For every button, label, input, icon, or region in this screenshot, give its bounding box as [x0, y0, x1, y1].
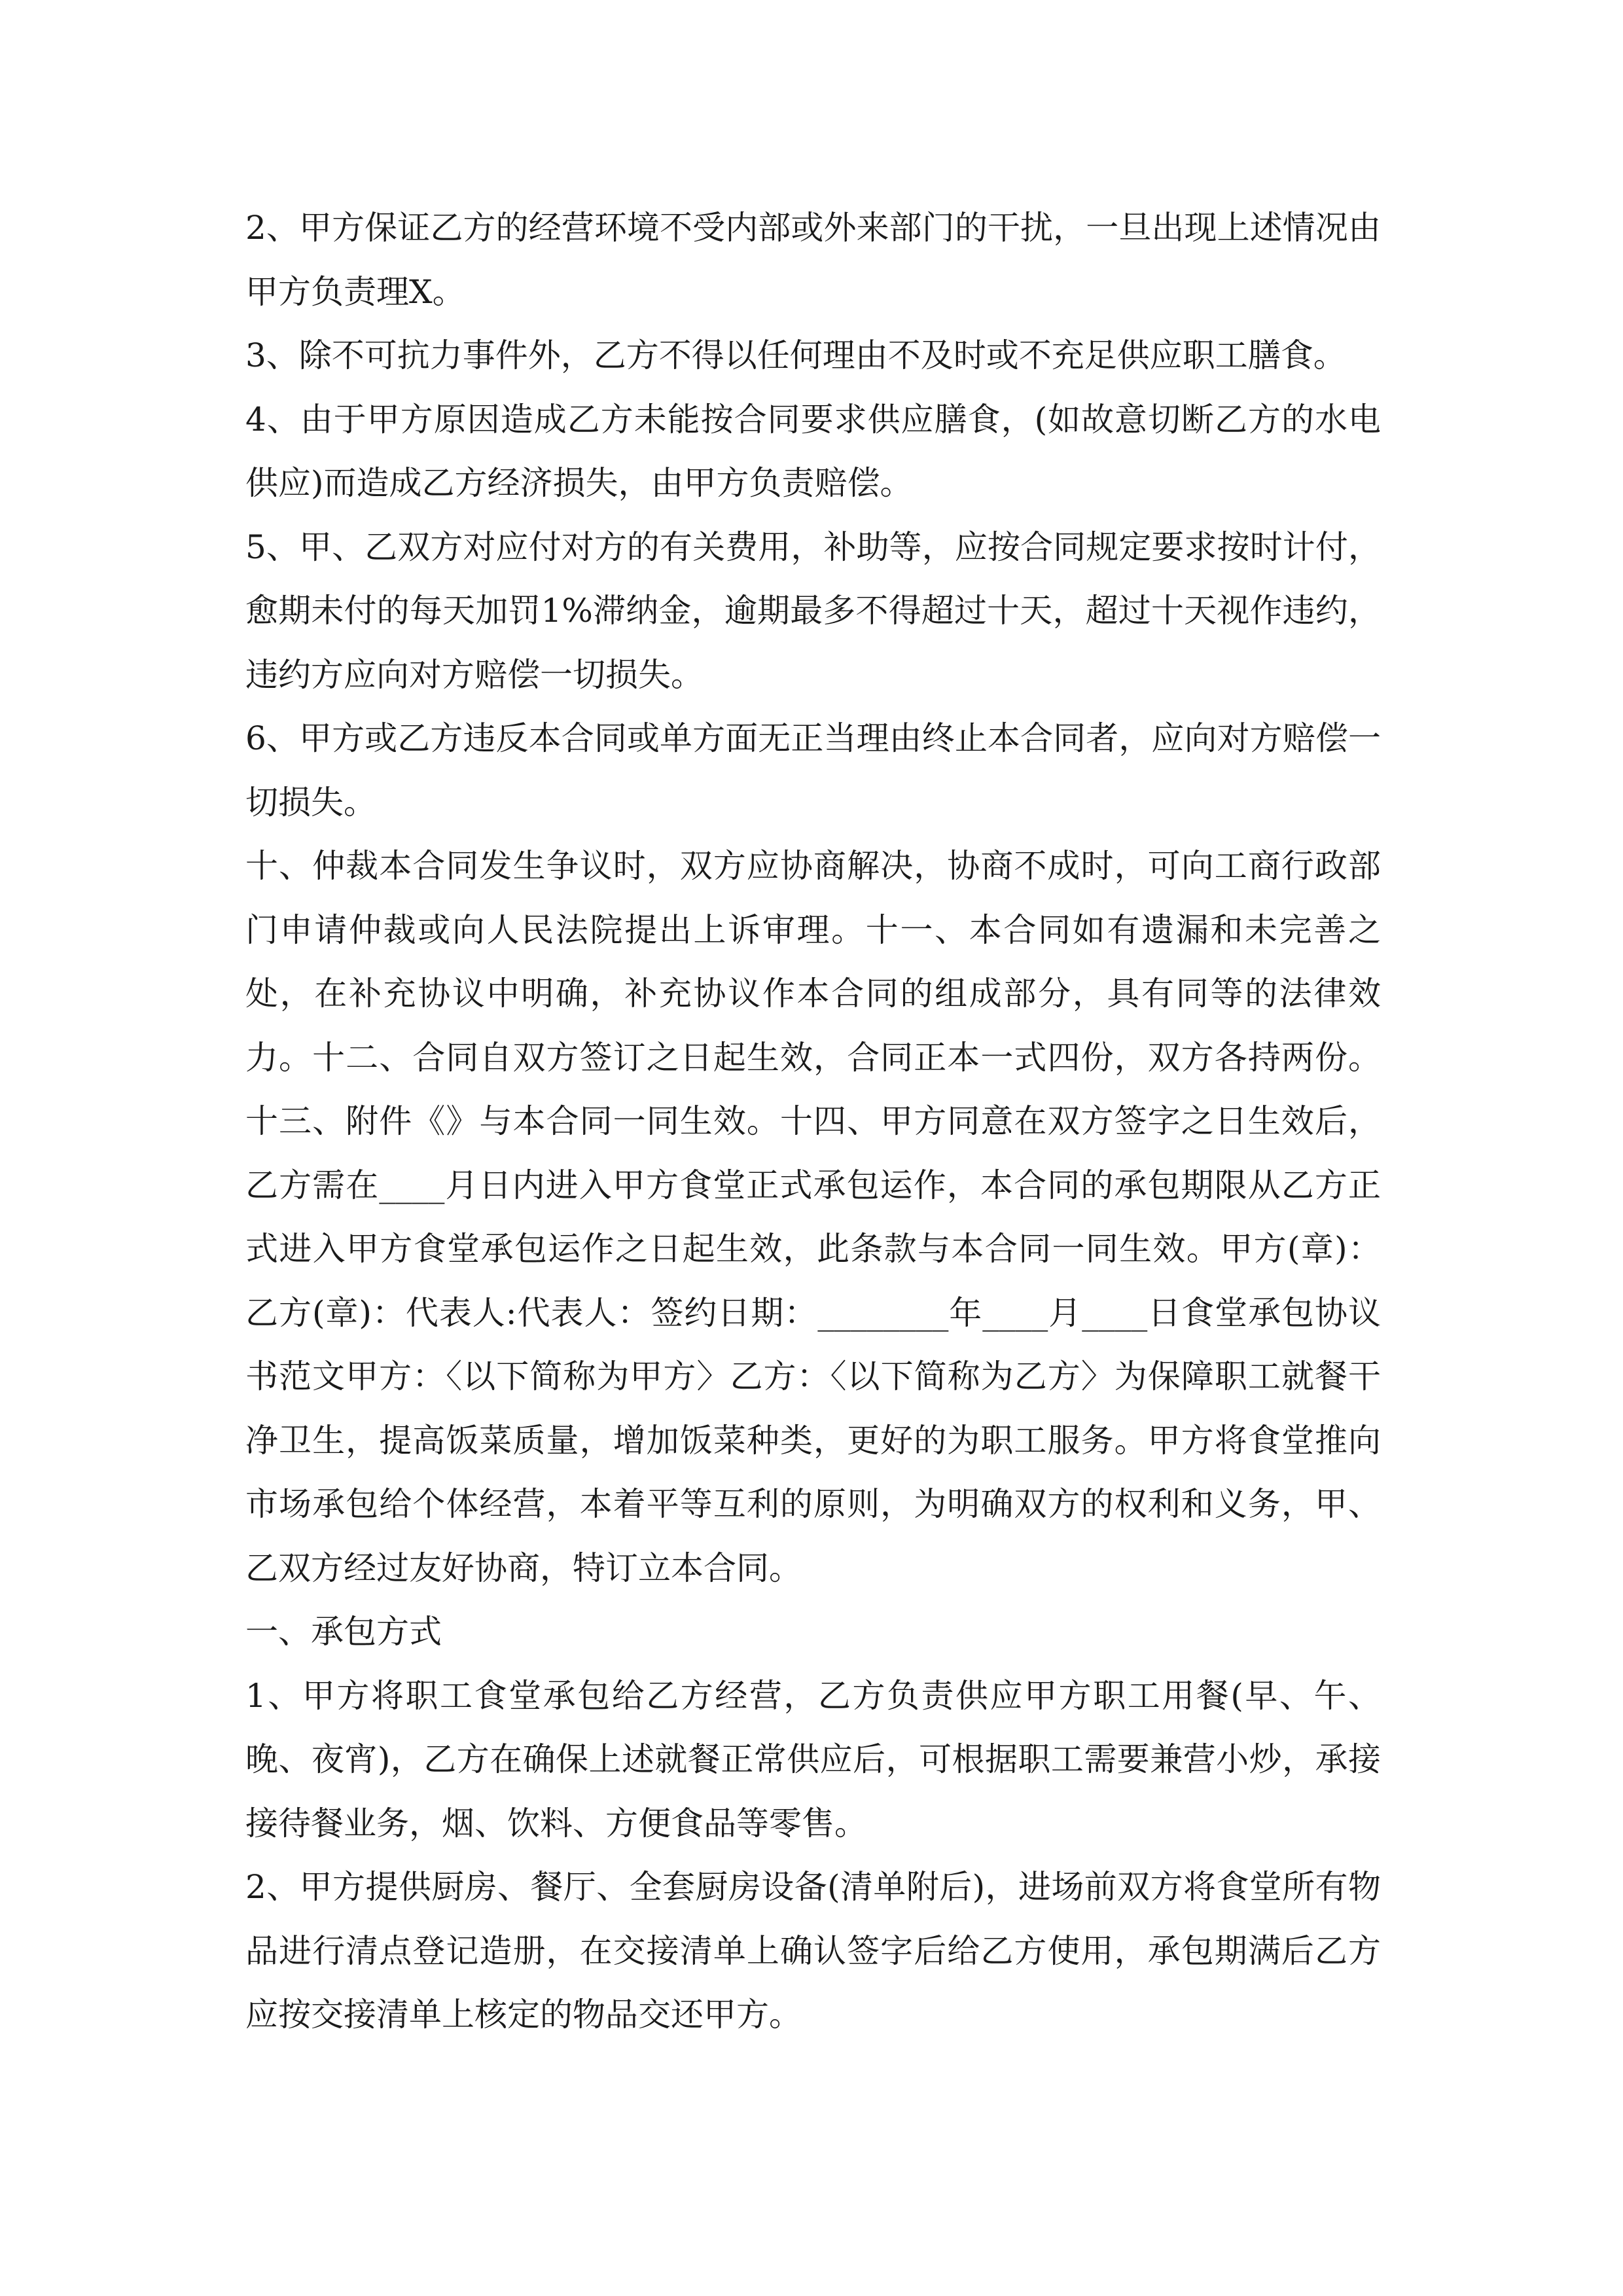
- section-heading: 一、承包方式: [245, 1613, 442, 1651]
- clause-paragraph: 2、甲方提供厨房、餐厅、全套厨房设备(清单附后)，进场前双方将食堂所有物品进行清点登记造册，在交接清单上确认签字后给乙方使用，承包期满后乙方应按交接清单上核定的物品交还甲方。: [245, 1868, 1381, 2034]
- clause-paragraph: 3、除不可抗力事件外，乙方不得以任何理由不及时或不充足供应职工膳食。: [245, 336, 1346, 374]
- arbitration-and-preamble-paragraph: 十、仲裁本合同发生争议时，双方应协商解决，协商不成时，可向工商行政部门申请仲裁或向人民法院提出上诉审理。十一、本合同如有遗漏和未完善之处，在补充协议中明确，补充协议作本合同的组成部分，具有同等的法律效力。十二、合同自双方签订之日起生效，合同正本一式四份，双方各持两份。十三、附件《》与本合同一同生效。十四、甲方同意在双方签字之日生效后，乙方需在____月日内进入甲方食堂正式承包运作，本合同的承包期限从乙方正式进入甲方食堂承包运作之日起生效，此条款与本合同一同生效。甲方(章)：乙方(章)：代表人:代表人：签约日期：________年____月____日食堂承包协议书范文甲方：〈以下简称为甲方〉乙方：〈以下简称为乙方〉为保障职工就餐干净卫生，提高饭菜质量，增加饭菜种类，更好的为职工服务。甲方将食堂推向市场承包给个体经营，本着平等互利的原则，为明确双方的权利和义务，甲、乙双方经过友好协商，特订立本合同。: [245, 847, 1381, 1587]
- clause-paragraph: 2、甲方保证乙方的经营环境不受内部或外来部门的干扰，一旦出现上述情况由甲方负责理X。: [245, 209, 1381, 311]
- clause-paragraph: 5、甲、乙双方对应付对方的有关费用，补助等，应按合同规定要求按时计付，愈期未付的每天加罚1%滞纳金，逾期最多不得超过十天，超过十天视作违约，违约方应向对方赔偿一切损失。: [245, 528, 1381, 694]
- document-body: [245, 196, 1381, 2047]
- clause-paragraph: 1、甲方将职工食堂承包给乙方经营，乙方负责供应甲方职工用餐(早、午、晚、夜宵)，乙方在确保上述就餐正常供应后，可根据职工需要兼营小炒，承接接待餐业务，烟、饮料、方便食品等零售。: [245, 1676, 1381, 1842]
- clause-paragraph: 6、甲方或乙方违反本合同或单方面无正当理由终止本合同者，应向对方赔偿一切损失。: [245, 719, 1381, 821]
- clause-paragraph: 4、由于甲方原因造成乙方未能按合同要求供应膳食，(如故意切断乙方的水电供应)而造成乙方经济损失，由甲方负责赔偿。: [245, 400, 1381, 502]
